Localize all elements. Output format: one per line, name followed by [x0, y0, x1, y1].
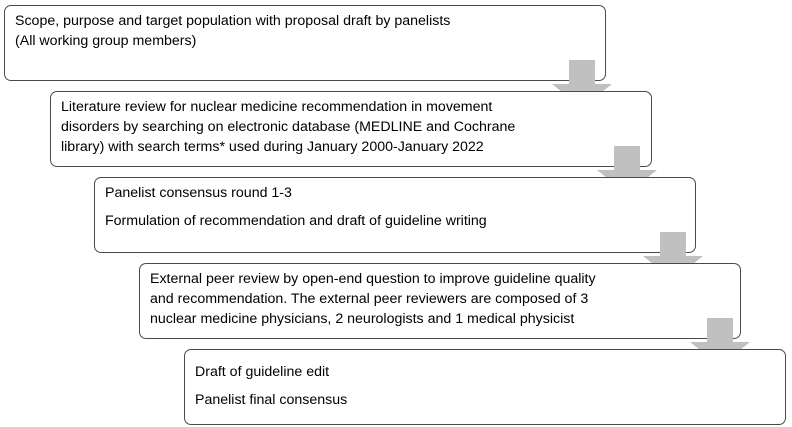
- flow-step-3: [94, 177, 696, 253]
- flow-step-5: [184, 349, 786, 425]
- flow-step-4-line-3: nuclear medicine physicians, 2 neurologists and 1 medical physicist: [150, 311, 575, 327]
- flow-step-1-line-2: (All working group members): [15, 33, 197, 49]
- flow-step-1-line-1: Scope, purpose and target population with proposal draft by panelists: [15, 13, 451, 29]
- flow-step-5-line-2: Panelist final consensus: [195, 392, 348, 408]
- flow-step-4-line-1: External peer review by open-end question to improve guideline quality: [150, 271, 596, 287]
- flow-step-2: [50, 91, 652, 167]
- flow-step-3-line-2: Formulation of recommendation and draft of guideline writing: [105, 213, 487, 229]
- flow-step-2-line-3: library) with search terms* used during January 2000-January 2022: [61, 139, 484, 155]
- flow-step-4-line-2: and recommendation. The external peer reviewers are composed of 3: [150, 291, 589, 307]
- flow-step-4: [139, 263, 741, 339]
- flow-step-2-line-1: Literature review for nuclear medicine recommendation in movement: [61, 99, 493, 115]
- flow-step-5-line-1: Draft of guideline edit: [195, 364, 330, 380]
- flow-step-3-line-1: Panelist consensus round 1-3: [105, 185, 292, 201]
- flow-step-1: [4, 5, 606, 81]
- flow-step-2-line-2: disorders by searching on electronic database (MEDLINE and Cochrane: [61, 119, 516, 135]
